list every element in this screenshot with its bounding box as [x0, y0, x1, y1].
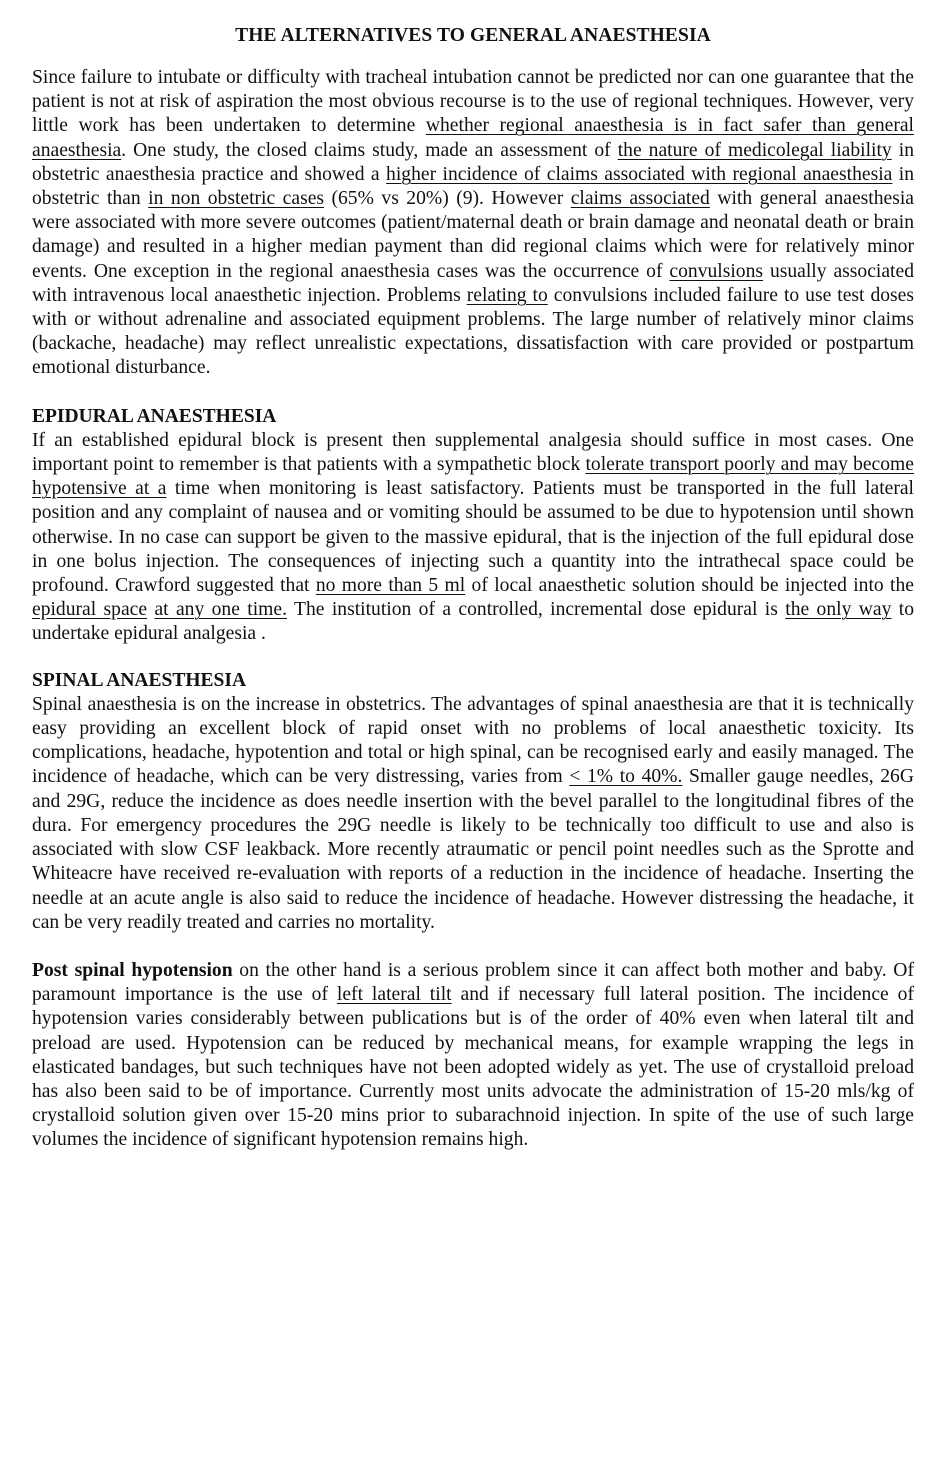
pen-underline: the only way [785, 599, 892, 621]
pen-underline: convulsions [669, 260, 764, 282]
pen-underline: epidural space [32, 599, 148, 621]
spinal-paragraph [32, 693, 914, 935]
pen-underline: in non obstetric cases [148, 188, 325, 210]
epidural-text: time when monitoring is least satisfactory. Patients must be transported in the full lateral position and any complaint of nausea and or vomiting should be assumed to be due to hypotension until shown otherwise. In no case can support be given to the massive epidural, that is the injection of the full epidural dose in one bolus injection. The consequences of injecting such a quantity into the intrathecal space could be profound. Crawford suggested that [32, 478, 914, 597]
spinal-text: Smaller gauge needles, 26G and 29G, reduce the incidence as does needle insertion with the bevel parallel to the longitudinal fibres of the dura. For emergency procedures the 29G needle is likely to be technically too difficult to use and also is associated with slow CSF leakback. More recently atraumatic or pencil point needles such as the Sprotte and Whiteacre have received re-evaluation with reports of a reduction in the incidence of headache. Inserting the needle at an acute angle is also said to reduce the incidence of headache. However distressing the headache, it can be very readily treated and carries no mortality. [32, 766, 914, 933]
intro-paragraph [32, 66, 914, 381]
intro-text: convulsions included failure to use test doses with or without adrenaline and associated equipment problems. The large number of relatively minor claims (backache, headache) may reflect unrealistic expectations, dissatisfaction with care provided or postpartum emotional disturbance. [32, 284, 915, 379]
spinal-heading: SPINAL ANAESTHESIA [32, 669, 247, 691]
epidural-text: of local anaesthetic solution should be injected into the [465, 575, 914, 597]
epidural-text: to undertake epidural analgesia . [32, 599, 915, 645]
pen-underline: left lateral tilt [336, 984, 452, 1006]
intro-text: (65% vs 20%) (9). However [324, 188, 571, 210]
pen-underline: claims associated [570, 188, 710, 210]
epidural-heading: EPIDURAL ANAESTHESIA [32, 405, 277, 427]
post-spinal-text: on the other hand is a serious problem since it can affect both mother and baby. Of paramount importance is the use of [32, 959, 914, 1006]
intro-text: in obstetric anaesthesia practice and showed a [32, 139, 915, 185]
pen-underline: no more than 5 ml [315, 575, 466, 597]
pen-underline: tolerate transport poorly and may become hypotensive at a [32, 454, 914, 500]
section-spacer [32, 647, 914, 669]
pen-underline: < 1% to 40%. [569, 766, 683, 788]
intro-text: with general anaesthesia were associated with more severe outcomes (patient/maternal death or brain damage and neonatal death or brain damage) and resulted in a higher median payment than did regional claims which were for relatively minor events. One exception in the regional anaesthesia cases was the occurrence of [32, 188, 914, 282]
pen-underline: relating to [466, 284, 548, 306]
epidural-text: If an established epidural block is present then supplemental analgesia should suffice in most cases. One important point to remember is that patients with a sympathetic block [32, 429, 914, 476]
spinal-text: Spinal anaesthesia is on the increase in obstetrics. The advantages of spinal anaesthesia are that it is technically easy providing an excellent block of rapid onset with no problems of local anaesthetic toxicity. Its complications, headache, hypotention and total or high spinal, can be recognised early and easily managed. The incidence of headache, which can be very distressing, varies from [32, 693, 914, 788]
pen-underline: at any one time. [154, 599, 287, 621]
document-title: THE ALTERNATIVES TO GENERAL ANAESTHESIA [235, 25, 711, 46]
post-spinal-text: and if necessary full lateral position. The incidence of hypotension varies considerably between publications but is of the order of 40% even when lateral tilt and preload are used. Hypotension can be reduced by mechanical means, for example wrapping the legs in elasticated bandages, but such techniques have not been adopted widely as yet. The use of crystalloid preload has also been said to be of importance. Currently most units advocate the administration of 15-20 mls/kg of crystalloid solution given over 15-20 mins prior to subarachnoid injection. In spite of the use of such large volumes the incidence of significant hypotension remains high. [32, 984, 914, 1151]
intro-text: Since failure to intubate or difficulty with tracheal intubation cannot be predicted nor can one guarantee that the patient is not at risk of aspiration the most obvious recourse is to the use of regional techniques. However, very little work has been undertaken to determine [32, 67, 914, 137]
pen-underline: higher incidence of claims associated with regional anaesthesia [386, 163, 893, 185]
pen-underline: the nature of medicolegal liability [617, 139, 892, 161]
intro-text: . One study, the closed claims study, made an assessment of [121, 139, 618, 161]
epidural-text: The institution of a controlled, incremental dose epidural is [287, 599, 786, 621]
intro-text: usually associated with intravenous local anaesthetic injection. Problems [32, 260, 914, 306]
post-spinal-lead: Post spinal hypotension [32, 959, 233, 981]
pen-underline: whether regional anaesthesia is in fact safer than general anaesthesia [32, 115, 914, 161]
intro-text: in obstetric than [32, 163, 915, 210]
post-spinal-paragraph [32, 959, 914, 1153]
section-spacer [32, 381, 914, 405]
epidural-paragraph [32, 429, 914, 647]
section-spacer [32, 935, 914, 959]
